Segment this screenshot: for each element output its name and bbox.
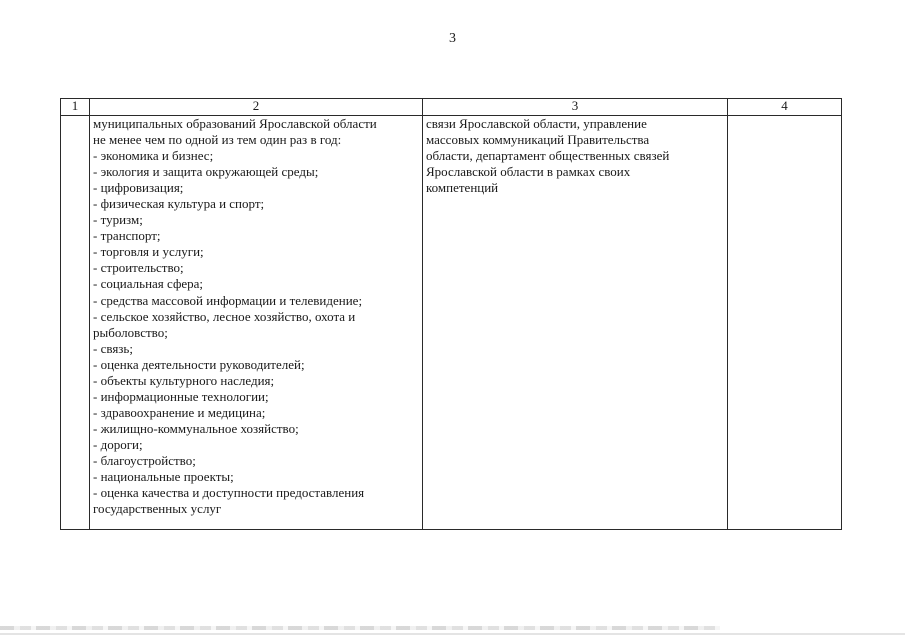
cell-col-3 <box>423 116 728 530</box>
col2-line: - цифровизация; <box>93 180 184 196</box>
scan-edge-line <box>0 633 905 635</box>
col2-line: - торговля и услуги; <box>93 244 204 260</box>
col2-line: - дороги; <box>93 436 143 452</box>
column-header-1: 1 <box>61 99 90 116</box>
column-header-2: 2 <box>90 99 423 116</box>
column-header-3: 3 <box>423 99 728 116</box>
column-header-4: 4 <box>728 99 842 116</box>
col3-line: массовых коммуникаций Правительства <box>426 132 650 148</box>
col3-line: компетенций <box>426 180 499 196</box>
cell-col-2-text <box>90 116 422 517</box>
col2-line: - национальные проекты; <box>93 469 234 485</box>
col2-line: - туризм; <box>93 212 143 228</box>
col2-line: не менее чем по одной из тем один раз в год: <box>93 132 342 148</box>
col2-line: - жилищно-коммунальное хозяйство; <box>93 420 299 436</box>
col2-line: - транспорт; <box>93 228 161 244</box>
col2-line: - информационные технологии; <box>93 388 269 404</box>
col2-line: - оценка качества и доступности предоставления <box>93 485 365 501</box>
col2-line: - экология и защита окружающей среды; <box>93 164 319 180</box>
col2-line: - социальная сфера; <box>93 276 204 292</box>
col3-line: связи Ярославской области, управление <box>426 116 647 131</box>
table-row <box>61 116 842 530</box>
cell-col-3-text <box>423 116 727 196</box>
col2-line: муниципальных образований Ярославской области <box>93 116 377 131</box>
col2-line: - объекты культурного наследия; <box>93 372 275 388</box>
col2-line: - средства массовой информации и телевидение; <box>93 292 363 308</box>
scan-edge-artifact <box>0 626 720 630</box>
col2-line: - экономика и бизнес; <box>93 148 214 164</box>
cell-col-4 <box>728 116 842 530</box>
col2-line: рыболовство; <box>93 324 168 340</box>
cell-col-1 <box>61 116 90 530</box>
col2-line: - строительство; <box>93 260 184 276</box>
col2-line: - сельское хозяйство, лесное хозяйство, охота и <box>93 308 356 324</box>
col2-line: - физическая культура и спорт; <box>93 196 265 212</box>
col2-line: - оценка деятельности руководителей; <box>93 356 305 372</box>
col2-line: государственных услуг <box>93 501 222 517</box>
col2-line: - связь; <box>93 340 133 356</box>
cell-col-2 <box>90 116 423 530</box>
col2-line: - здравоохранение и медицина; <box>93 404 266 420</box>
col3-line: Ярославской области в рамках своих <box>426 164 631 180</box>
page-number: 3 <box>449 31 456 46</box>
col2-line: - благоустройство; <box>93 452 196 468</box>
col3-line: области, департамент общественных связей <box>426 148 670 164</box>
table-header-row <box>61 99 842 116</box>
document-table <box>60 98 842 530</box>
